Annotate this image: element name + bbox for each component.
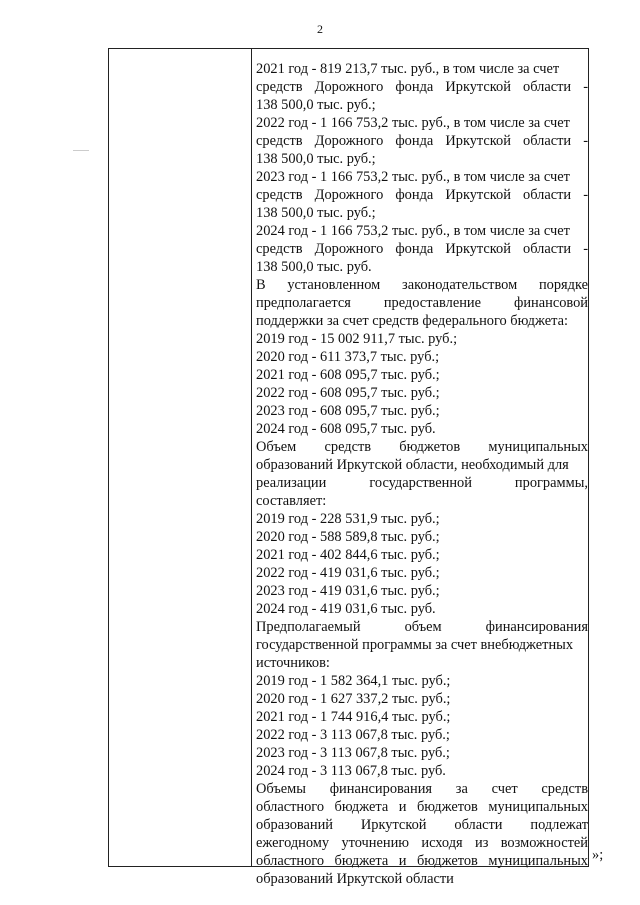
text-line: 138 500,0 тыс. руб.; [256, 151, 376, 167]
text-line: средств Дорожного фонда Иркутской области - [256, 133, 588, 149]
text-line: 2021 год - 402 844,6 тыс. руб.; [256, 547, 440, 563]
text-line: 2024 год - 3 113 067,8 тыс. руб. [256, 763, 446, 779]
text-line: 138 500,0 тыс. руб. [256, 259, 372, 275]
text-line: источников: [256, 655, 330, 671]
text-line: средств Дорожного фонда Иркутской области - [256, 187, 588, 203]
text-line: 2023 год - 1 166 753,2 тыс. руб., в том числе за счет [256, 169, 570, 185]
text-line: областного бюджета и бюджетов муниципальных [256, 853, 588, 869]
text-line: 138 500,0 тыс. руб.; [256, 205, 376, 221]
text-line: В установленном законодательством порядке [256, 277, 588, 293]
column-divider [251, 49, 252, 866]
text-line: реализации государственной программы, [256, 475, 588, 491]
text-line: образований Иркутской области, необходимый для [256, 457, 569, 473]
text-line: 2022 год - 3 113 067,8 тыс. руб.; [256, 727, 450, 743]
text-line: средств Дорожного фонда Иркутской области - [256, 241, 588, 257]
table-text-cell [256, 60, 588, 888]
text-line: Объем средств бюджетов муниципальных [256, 439, 588, 455]
text-line: 2020 год - 1 627 337,2 тыс. руб.; [256, 691, 451, 707]
text-line: образований Иркутской области [256, 871, 454, 887]
text-line: ежегодному уточнению исходя из возможностей [256, 835, 588, 851]
text-line: 2022 год - 608 095,7 тыс. руб.; [256, 385, 440, 401]
text-line: составляет: [256, 493, 327, 509]
text-line: средств Дорожного фонда Иркутской области - [256, 79, 588, 95]
text-line: 2023 год - 608 095,7 тыс. руб.; [256, 403, 440, 419]
text-line: 2021 год - 608 095,7 тыс. руб.; [256, 367, 440, 383]
text-line: 2020 год - 588 589,8 тыс. руб.; [256, 529, 440, 545]
margin-mark [73, 150, 89, 151]
document-table [108, 48, 589, 887]
text-line: 2024 год - 608 095,7 тыс. руб. [256, 421, 436, 437]
page-number: 2 [317, 22, 323, 36]
text-line: 2020 год - 611 373,7 тыс. руб.; [256, 349, 440, 365]
text-line: 2022 год - 1 166 753,2 тыс. руб., в том числе за счет [256, 115, 570, 131]
text-line: 2019 год - 228 531,9 тыс. руб.; [256, 511, 440, 527]
text-line: 2023 год - 419 031,6 тыс. руб.; [256, 583, 440, 599]
text-line: Объемы финансирования за счет средств [256, 781, 588, 797]
text-line: предполагается предоставление финансовой [256, 295, 588, 311]
closing-quote-mark: »; [592, 847, 604, 863]
text-line: образований Иркутской области подлежат [256, 817, 588, 833]
text-line: 2021 год - 1 744 916,4 тыс. руб.; [256, 709, 451, 725]
text-line: 2019 год - 15 002 911,7 тыс. руб.; [256, 331, 458, 347]
text-line: 138 500,0 тыс. руб.; [256, 97, 376, 113]
text-line: государственной программы за счет внебюджетных [256, 637, 574, 653]
text-line: Предполагаемый объем финансирования [256, 619, 588, 635]
text-line: 2023 год - 3 113 067,8 тыс. руб.; [256, 745, 450, 761]
text-line: 2024 год - 419 031,6 тыс. руб. [256, 601, 436, 617]
text-line: 2024 год - 1 166 753,2 тыс. руб., в том числе за счет [256, 223, 570, 239]
text-line: 2019 год - 1 582 364,1 тыс. руб.; [256, 673, 451, 689]
text-line: областного бюджета и бюджетов муниципальных [256, 799, 588, 815]
text-line: 2021 год - 819 213,7 тыс. руб., в том числе за счет [256, 61, 560, 77]
text-line: поддержки за счет средств федерального бюджета: [256, 313, 568, 329]
text-line: 2022 год - 419 031,6 тыс. руб.; [256, 565, 440, 581]
